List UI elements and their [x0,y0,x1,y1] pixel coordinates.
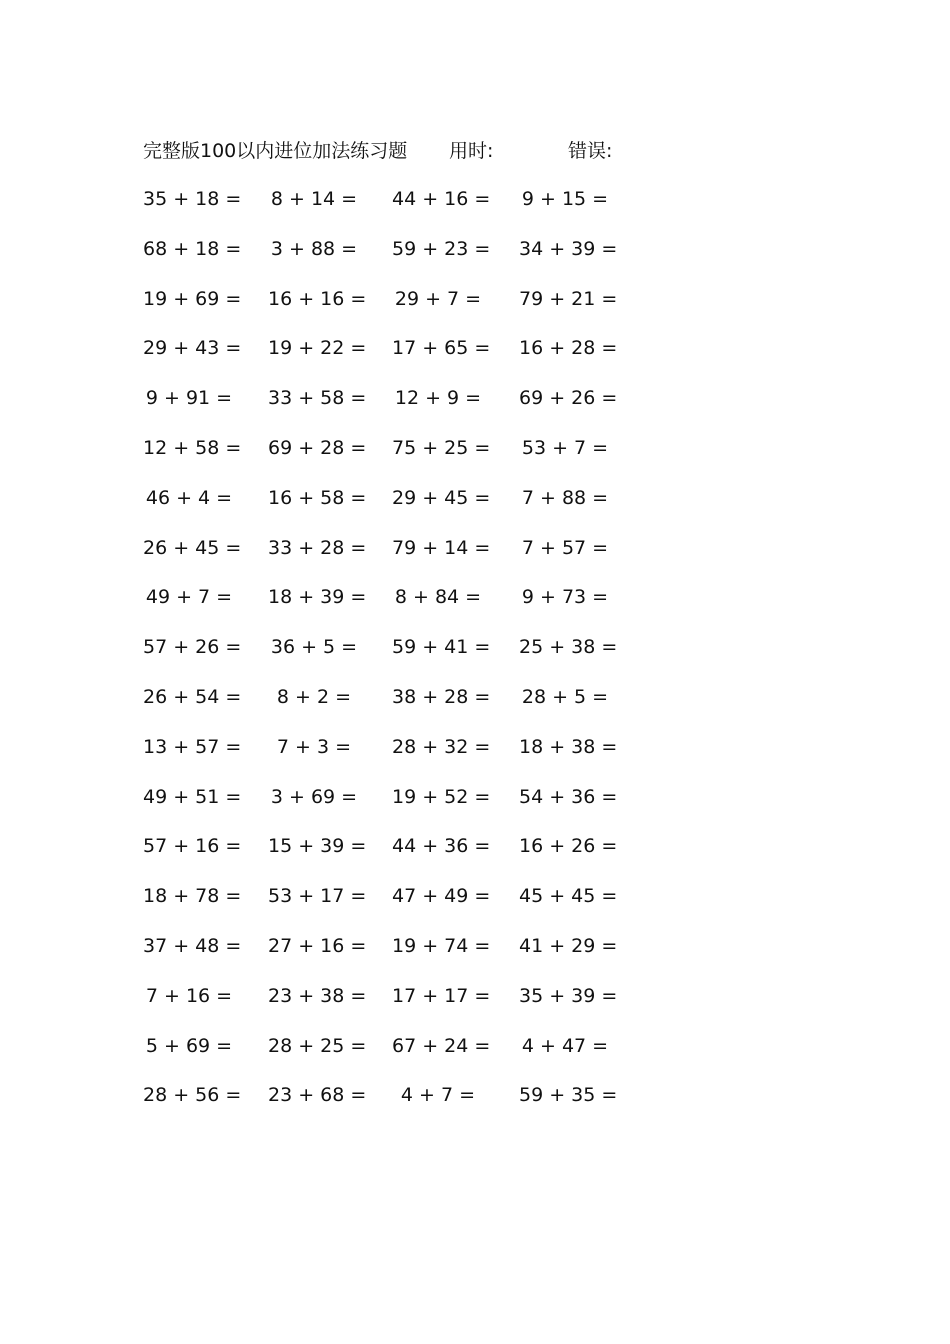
problem-r7-c1: 46 + 4 = [145,487,233,509]
problem-r10-c2: 36 + 5 = [270,636,358,658]
problem-r15-c1: 18 + 78 = [143,885,242,907]
problem-r8-c2: 33 + 28 = [268,537,367,559]
problem-r2-c3: 59 + 23 = [392,238,491,260]
problem-r16-c4: 41 + 29 = [519,935,618,957]
problem-r3-c3: 29 + 7 = [394,288,482,310]
problem-r8-c4: 7 + 57 = [521,537,609,559]
problem-r11-c3: 38 + 28 = [392,686,491,708]
problem-r10-c1: 57 + 26 = [143,636,242,658]
problem-r9-c1: 49 + 7 = [145,586,233,608]
problem-r6-c1: 12 + 58 = [143,437,242,459]
problem-r13-c2: 3 + 69 = [270,786,358,808]
problem-r19-c4: 59 + 35 = [519,1084,618,1106]
problem-r19-c1: 28 + 56 = [143,1084,242,1106]
problem-r7-c2: 16 + 58 = [268,487,367,509]
problem-r3-c1: 19 + 69 = [143,288,242,310]
problem-r13-c4: 54 + 36 = [519,786,618,808]
problem-r15-c2: 53 + 17 = [268,885,367,907]
problem-r6-c2: 69 + 28 = [268,437,367,459]
problem-r11-c2: 8 + 2 = [276,686,352,708]
problem-r1-c1: 35 + 18 = [143,188,242,210]
problem-r7-c4: 7 + 88 = [521,487,609,509]
problem-r4-c4: 16 + 28 = [519,337,618,359]
problem-r13-c1: 49 + 51 = [143,786,242,808]
problem-r14-c1: 57 + 16 = [143,835,242,857]
problem-r11-c4: 28 + 5 = [521,686,609,708]
problem-r18-c2: 28 + 25 = [268,1035,367,1057]
problem-r9-c4: 9 + 73 = [521,586,609,608]
problem-r15-c3: 47 + 49 = [392,885,491,907]
problem-r18-c3: 67 + 24 = [392,1035,491,1057]
problem-r18-c1: 5 + 69 = [145,1035,233,1057]
problem-r2-c4: 34 + 39 = [519,238,618,260]
problem-r14-c3: 44 + 36 = [392,835,491,857]
problem-r19-c3: 4 + 7 = [400,1084,476,1106]
problem-r16-c1: 37 + 48 = [143,935,242,957]
problem-r13-c3: 19 + 52 = [392,786,491,808]
problem-r3-c2: 16 + 16 = [268,288,367,310]
problem-r8-c1: 26 + 45 = [143,537,242,559]
problem-r4-c2: 19 + 22 = [268,337,367,359]
problem-r5-c4: 69 + 26 = [519,387,618,409]
problem-r12-c2: 7 + 3 = [276,736,352,758]
problem-r16-c3: 19 + 74 = [392,935,491,957]
problem-r12-c3: 28 + 32 = [392,736,491,758]
problem-r10-c4: 25 + 38 = [519,636,618,658]
worksheet-title: 完整版100以内进位加法练习题 [143,140,408,162]
problem-r5-c1: 9 + 91 = [145,387,233,409]
problem-r11-c1: 26 + 54 = [143,686,242,708]
problem-r12-c4: 18 + 38 = [519,736,618,758]
errors-label: 错误: [568,140,613,162]
problem-r1-c4: 9 + 15 = [521,188,609,210]
problem-r4-c3: 17 + 65 = [392,337,491,359]
problem-r10-c3: 59 + 41 = [392,636,491,658]
problem-r6-c3: 75 + 25 = [392,437,491,459]
problem-r12-c1: 13 + 57 = [143,736,242,758]
time-label: 用时: [449,140,494,162]
problem-r8-c3: 79 + 14 = [392,537,491,559]
problem-r17-c3: 17 + 17 = [392,985,491,1007]
problem-r9-c3: 8 + 84 = [394,586,482,608]
problem-r16-c2: 27 + 16 = [268,935,367,957]
problem-r14-c4: 16 + 26 = [519,835,618,857]
problem-r17-c1: 7 + 16 = [145,985,233,1007]
problem-r5-c3: 12 + 9 = [394,387,482,409]
problem-r7-c3: 29 + 45 = [392,487,491,509]
problem-r18-c4: 4 + 47 = [521,1035,609,1057]
problem-r4-c1: 29 + 43 = [143,337,242,359]
problem-r17-c2: 23 + 38 = [268,985,367,1007]
problem-r3-c4: 79 + 21 = [519,288,618,310]
problem-r1-c2: 8 + 14 = [270,188,358,210]
problem-r1-c3: 44 + 16 = [392,188,491,210]
problem-r5-c2: 33 + 58 = [268,387,367,409]
problem-r19-c2: 23 + 68 = [268,1084,367,1106]
problem-r2-c2: 3 + 88 = [270,238,358,260]
problem-r14-c2: 15 + 39 = [268,835,367,857]
problem-r17-c4: 35 + 39 = [519,985,618,1007]
problem-r15-c4: 45 + 45 = [519,885,618,907]
problem-r9-c2: 18 + 39 = [268,586,367,608]
problem-r6-c4: 53 + 7 = [521,437,609,459]
problem-r2-c1: 68 + 18 = [143,238,242,260]
